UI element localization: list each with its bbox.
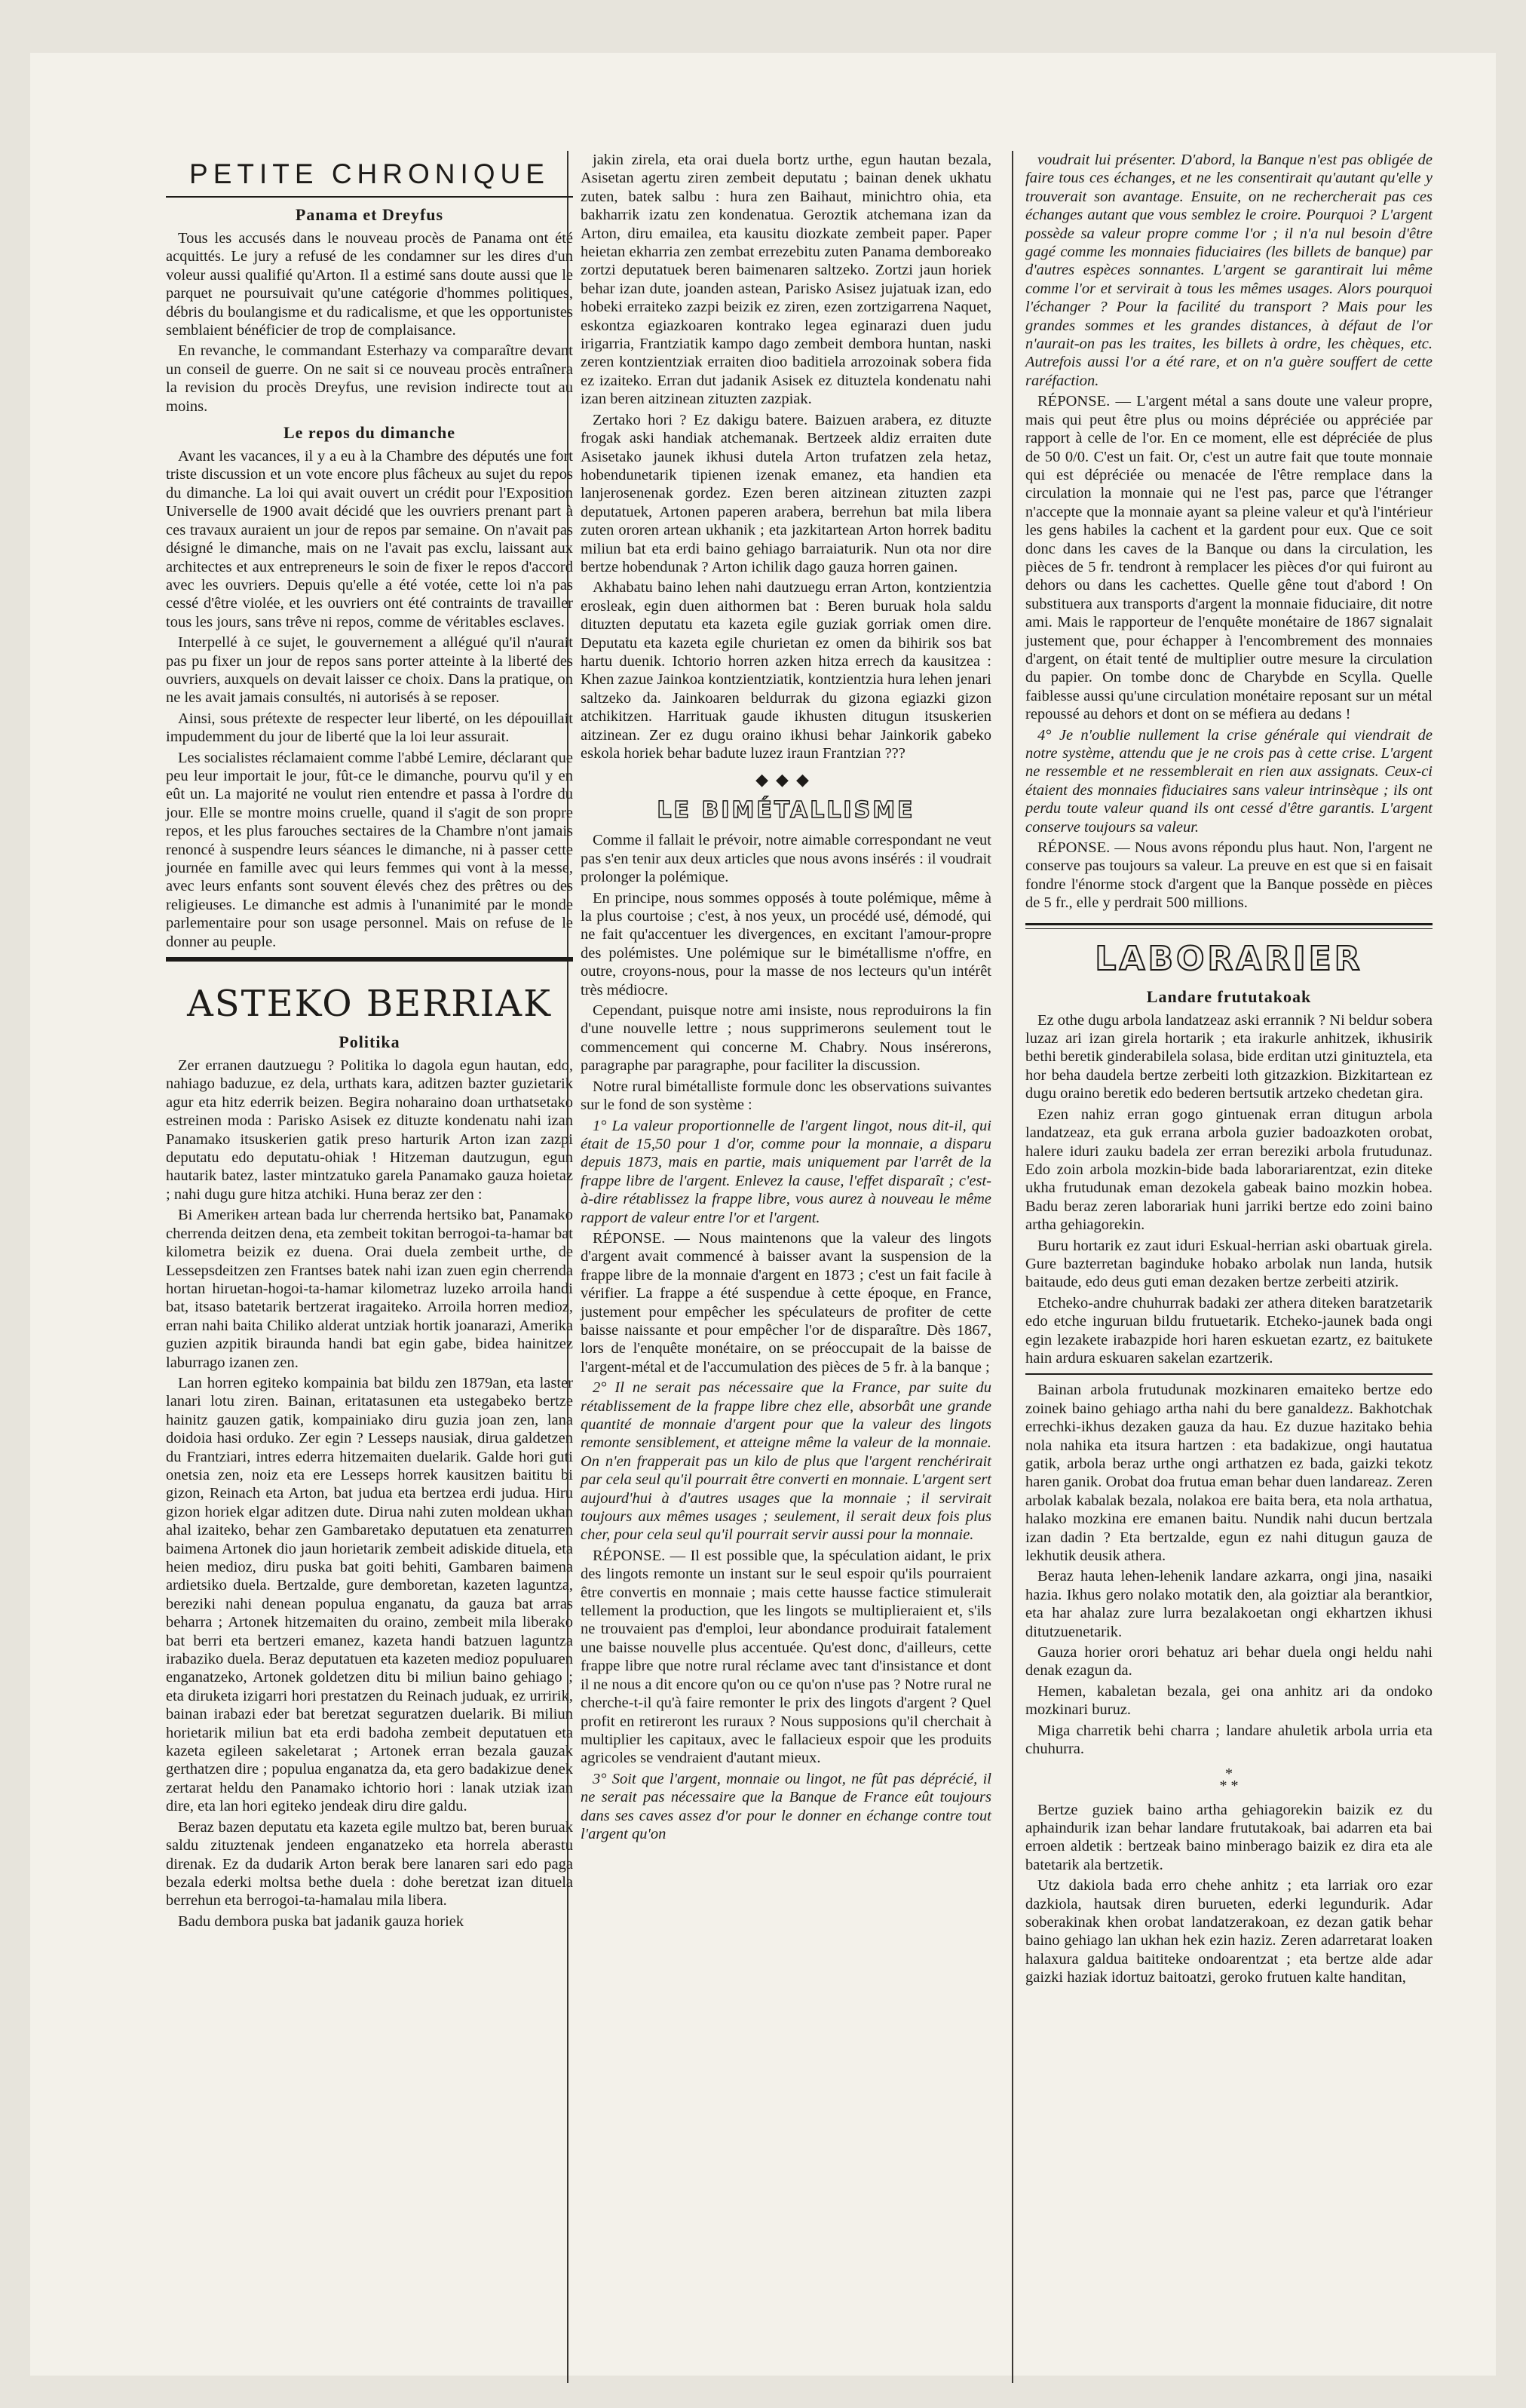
article-paragraph: Gauza horier orori behatuz ari behar duela ongi heldu nahi denak ezagun da. <box>1025 1644 1433 1679</box>
column-left <box>166 151 573 1933</box>
section-title: LABORARIER <box>1095 939 1363 978</box>
article-heading: Le repos du dimanche <box>283 423 455 443</box>
article-paragraph: Comme il fallait le prévoir, notre aimable correspondant ne veut pas s'en tenir aux deux articles que nous avons insérés : il voudrait prolonger la polémique. <box>581 832 991 886</box>
article-paragraph: 4° Je n'oublie nullement la crise générale qui viendrait de notre système, attendu que je ne crois pas à cette crise. L'argent ne ressemble et ne ressemblerait en rien aux assignats. Ceux-ci étaient des monnaies fiduciaires sans valeur intrinsèque ; ils ont perdu toute valeur quand ils ont cessé d'être garantis. L'argent conserve toujours sa valeur. <box>1025 726 1433 836</box>
article-heading: Landare frututakoak <box>1146 986 1312 1006</box>
article-paragraph: RÉPONSE. — Il est possible que, la spéculation aidant, le prix des lingots remonte un instant sur le seul espoir qu'ils pourraient être convertis en monnaie ; mais cette hausse factice stimulerait tellement la production, que les lingots se multiplieraient et, s'ils ne trouvaient pas d'emploi, leur abondance produirait fatalement une baisse nouvelle plus accentuée. Qu'est donc, d'ailleurs, cette frappe libre que notre rural réclame avec tant d'insistance et dont il ne nous a dit encore qu'on ou ce qu'on n'use pas ? Notre rural ne cherche-t-il qu'à faire remonter le prix des lingots d'argent ? Quel profit en retireront les ruraux ? Nous supposions qu'il cherchait à multiplier les capitaux, avec le fallacieux espoir que les produits agricoles se vendraient d'autant mieux. <box>581 1547 991 1767</box>
article-paragraph: Cependant, puisque notre ami insiste, nous reproduirons la fin d'une nouvelle lettre ; nous supprimerons seulement tout le commencement qui concerne M. Chabry. Nous insérerons, paragraphe par paragraphe, pour faciliter la discussion. <box>581 1002 991 1075</box>
article-paragraph: 3° Soit que l'argent, monnaie ou lingot, ne fût pas déprécié, il ne serait pas nécessaire que la Banque de France eût toujours dans ses caves assez d'or pour le donner en échange contre tout l'argent qu'on <box>581 1770 991 1842</box>
article-paragraph: RÉPONSE. — L'argent métal a sans doute une valeur propre, mais qui peut être plus ou moins dépréciée ou appréciée par rapport à celle de l'or. En ce moment, elle est dépréciée de plus de 50 0/0. C'est un fait. Or, c'est un autre fait que toute monnaie qui est dépréciée ou menacée de l'être remplace dans la circulation la monnaie qui ne l'est pas, parce que l'étranger n'accepte que la monnaie ayant sa pleine valeur et qu'à l'intérieur les gens habiles la cachent et la gardent pour eux. Que ce soit donc dans les caves de la Banque ou dans la circulation, les pièces de 5 fr. tendront à remplacer les pièces d'or qui fuiront au dehors ou dans les cachettes. Quelle gêne tout d'abord ! On substituera aux transports d'argent la monnaie fiduciaire, dit notre ami. Mais le rapporteur de l'enquête monétaire de 1867 signalait justement que, pour échapper à l'encombrement des monnaies d'argent, on était tenté de multiplier outre mesure la circulation du papier. On tombe donc de Charybde en Scylla. Quelle faiblesse aussi qu'une circulation monétaire reposant sur un métal repoussé au dehors et dont on se méfiera au dedans ! <box>1025 393 1433 723</box>
article-paragraph: Buru hortarik ez zaut iduri Eskual-herrian aski obartuak girela. Gure bazterretan baginduke hobako arbolak nun landa, hutsik baitaude, edo deus guti eman dezaken bertze zerbeiti atzirik. <box>1025 1237 1433 1291</box>
article-paragraph: Zertako hori ? Ez dakigu batere. Baizuen arabera, ez dituzte frogak aski handiak atchemanak. Bertzeek aldiz erraiten dute Asisetako jaunek ikhusi dutela Arton trufatzen zela hetaz, hobendunetarik tipienen izenak emanez, eta handien eta lanjerosenenak gordez. Ezen beren aitzinean zituzten zazpi deputatuek, Artonen paperen arabera, berrehun bat mila libera zuten ororen artean ukhanik ; eta jazkitartean Arton horrek baditu miliun bat eta erdi baino gehiago barraiaturik. Nun ota nor dire bertze hobendunak ? Arton ichilik dago gauza horren gainen. <box>581 411 991 575</box>
article-paragraph: Avant les vacances, il y a eu à la Chambre des députés une fort triste discussion et un vote encore plus fâcheux au sujet du repos du dimanche. La loi qui avait ouvert un crédit pour l'Exposition Universelle de 1900 avait décidé que les ouvriers prenant part à ces travaux auraient un jour de repos par semaine. On n'avait pas désigné le dimanche, mais on ne l'avait pas exclu, laissant aux architectes et aux entrepreneurs le soin de fixer le repos d'accord avec les ouvriers. Depuis qu'elle a été votée, cette loi n'a pas cessé d'être violée, et les ouvriers ont été contraints de travailler tous les jours, sans trêve ni repos, comme de véritables esclaves. <box>166 448 573 630</box>
article-paragraph: Notre rural bimétalliste formule donc les observations suivantes sur le fond de son système : <box>581 1078 991 1114</box>
article-paragraph: Interpellé à ce sujet, le gouvernement a allégué qu'il n'aurait pas pu fixer un jour de repos sans porter atteinte à la liberté des ouvriers, auxquels on devait laisser ce choix. Dans la pratique, on ne les avait jamais consultés, ni autorisés à se reposer. <box>166 634 573 707</box>
article-paragraph: Beraz bazen deputatu eta kazeta egile multzo bat, beren buruak saldu zituztenak jendeen enganatzeko eta horrela aberastu direnak. Ez da dudarik Arton berak bere lanaren sari edo paga bezala ederki moltsa bethe duela : dohe beretzat izan dituela berrehun eta berrogoi-ta-hamalau mila libera. <box>166 1818 573 1910</box>
article-paragraph: RÉPONSE. — Nous maintenons que la valeur des lingots d'argent avait commencé à baisser avant la suspension de la frappe libre de la monnaie d'argent en 1873 ; c'est un fait facile à vérifier. La frappe a été suspendue à cette époque, en France, justement pour empêcher les spéculateurs de profiter de cette baisse naissante et pour empêcher l'or de disparaître. Dès 1867, lors de l'enquête monétaire, on se préoccupait de la baisse de l'argent-métal et de l'accumulation des pièces de 5 fr. à la banque ; <box>581 1229 991 1376</box>
article-paragraph: En principe, nous sommes opposés à toute polémique, même à la plus courtoise ; c'est, à nos yeux, un procédé usé, démodé, qui ne fait qu'accentuer les divergences, en excitant l'amour-propre des polémistes. Une polémique sur le bimétallisme n'offre, en outre, croyons-nous, pour la masse de nos lecteurs qu'un intérêt très médiocre. <box>581 889 991 998</box>
column-right <box>1025 151 1433 1989</box>
article-heading: Panama et Dreyfus <box>295 205 444 224</box>
article-paragraph: Miga charretik behi charra ; landare ahuletik arbola urria eta chuhurra. <box>1025 1722 1433 1758</box>
column-rule <box>1012 151 1013 2383</box>
article-paragraph: Utz dakiola bada erro chehe anhitz ; eta larriak oro ezar dazkiola, hautsak diren burueten, ederki legundurik. Adar soberakinak khen orobat landatzerakoan, ez dezan gatik behar baino gehiago lan ukhan hek ezin haziz. Zeren adarretarat loaken halaxura galdua baititeke ondoarentzat ; eta bertze alde adar gaizki haziak idortuz baitoatzi, geroko frutuen kalte handitan, <box>1025 1877 1433 1986</box>
article-paragraph: Beraz hauta lehen-lehenik landare azkarra, ongi jina, nasaiki hazia. Ikhus gero nolako motatik den, ala goiztiar ala berantkior, eta har ahalaz zure lurra bezalakoetan ongi ekhartzen ikhusi ditutzuenetarik. <box>1025 1568 1433 1640</box>
article-paragraph: jakin zirela, eta orai duela bortz urthe, egun hautan bezala, Asisetan agertu ziren zembeit deputatu ; bainan denek ukhatu zuten, batek salbu : hura zen Baihaut, minichtro ohia, eta bakharrik izatu zen kondenatua. Geroztik atchemana izan da Arton, diru emailea, eta kausitu diozkate zembeit paper. Paper heietan ekharria zen zembat errezebitu zuten Panama demboreako zortzi deputatuek beren baimenaren saltzeko. Zortzi jaun horiek behar izan dute, joanden astean, Parisko Asisez jujatuak izan, edo hobeki erraiteko zazpi beizik ez ziren, ezen zortzigarrena Naquet, eskontza egiazkoaren kontrako legea eginarazi duen judu irigarria, Frantziatik kampo dago zembeit dembora huntan, naski zeren kontzientziak erraiten dioo baditiela arrozoinak sobera fida ez izaiteko. Erran dut jadanik Asisek ez dituztela kondenatu nahi izan beren aitzinean zituzten zazpiak. <box>581 152 991 408</box>
section-title: ASTEKO BERRIAK <box>187 983 552 1026</box>
article-paragraph: RÉPONSE. — Nous avons répondu plus haut. Non, l'argent ne conserve pas toujours sa valeur. La preuve en est que si en faisait fondre l'énorme stock d'argent que la Banque possède en pièces de 5 fr., elle y perdrait 500 millions. <box>1025 839 1433 912</box>
article-paragraph: Bi Amerikeн artean bada lur cherrenda hertsiko bat, Panamako cherrenda deitzen dena, eta zembeit tokitan berrogoi-ta-hamar bat kilometra beizik ez duena. Orai duela zembeit urthe, de Lessepsdeitzen zen Frantses batek nahi izan zuen egin cherrenda hortan hiruetan-hogoi-ta-hamar kilometraz luzeko arroila handi bat, itsaso batetarik bertzerat iragaiteko. Arroila horren medioz, erran nahi baita Chiliko alderat untziak hortik joanarazi, Amerika guzien azpitik biraunda handi bat egin gabe, bidea hainitzez laburrago izanen zen. <box>166 1207 573 1371</box>
divider <box>166 957 573 962</box>
article-paragraph: Bertze guziek baino artha gehiagorekin baizik ez du aphaindurik izan behar landare frututakoak, bai adarren eta bai erroen aldetik : bertzeak baino minberago baizik ez dira eta ale batetarik ala bertzetik. <box>1025 1801 1433 1873</box>
article-paragraph: 1° La valeur proportionnelle de l'argent lingot, nous dit-il, qui était de 15,50 pour 1 d'or, comme pour la monnaie, a disparu depuis 1873, mais en partie, mais uniquement par l'arrêt de la frappe libre de l'argent. Enlevez la cause, l'effet disparaît ; c'est-à-dire rétablissez la frappe libre, vous aurez à nouveau le même rapport de valeur entre l'or et l'argent. <box>581 1117 991 1226</box>
article-paragraph: Hemen, kabaletan bezala, gei ona anhitz ari da ondoko mozkinari buruz. <box>1025 1683 1433 1719</box>
article-paragraph: voudrait lui présenter. D'abord, la Banque n'est pas obligée de faire tous ces échanges, et ne les consentirait qu'autant qu'elle y trouverait son avantage. Ensuite, on ne rechercherait pas ces échanges autant que vous semblez le croire. Pourquoi ? L'argent possède sa valeur propre comme l'or ; il n'a nul besoin d'être gagé comme les monnaies fiduciaires (les billets de banque) par d'autres espèces sonnantes. L'argent se garantirait lui même comme l'or et servirait à tous les mêmes usages. Alors pourquoi l'échanger ? Pour la facilité du transport ? Mais pour les grandes sommes et les grandes distances, à défaut de l'or n'aurait-on pas les traites, les billets à ordre, les chèques, etc. Autrefois aussi l'or a été rare, et on n'a guère souffert de cette raréfaction. <box>1025 152 1433 389</box>
article-paragraph: Bainan arbola frutudunak mozkinaren emaiteko bertze edo zoinek baino gehiago artha nahi du bere ganaldezz. Bakhotchak errechki-ikhus dezaken gauza da hau. Ez duzue hazitako behia nola nahika eta itsura hartzen : eta badakizue, ongi hautatua gatik, arbola beraz urthe ongi arthatzen ez bada, gaizki tekotz haren ganik. Orobat doa frutua eman behar duen landareaz. Zeren arbolak kabalak bezala, nolakoa ere baita bera, eta nola arthatua, halako mozkina ere emanen baitu. Nundik nahi ducun bertzala izan dadin ? Eta bertzalde, egun ez nahi ditugun gauza de lekhutik deusik athera. <box>1025 1382 1433 1565</box>
divider <box>1025 923 1433 929</box>
ornament: * * * <box>1219 1765 1239 1794</box>
article-paragraph: Lan horren egiteko kompainia bat bildu zen 1879an, eta laster lanari lotu ziren. Bainan, eritatasunen eta ustegabeko bertze hainitz gauzen gatik, kompainiako diru guzia joan zen, lana doidoia hasi orduko. Zer egin ? Lesseps nausiak, dirua galdetzen du Frantziari, intres ederra hitzemaiten duelarik. Galde hori guti onetsia zen, noiz eta ere Lesseps horrek kausitzen baititu bi gizon, Reinach eta Arton, bat judua eta bertzea erdi judua. Hiru gizon horiek elgar aditzen dute. Dirua nahi zuten moldean ukhan ahal izaiteko, behar zen Gambaretako deputatuen eta zenaturren baimena Artonek dio jaun horietarik zembeit adiskide dituela, eta heien medioz, diru puska bat goiti behiti, Gambaren baimena ardietsiko duela. Bertzalde, gure demboretan, kazeten laguntza, bereziki nahi denean populua enganatu, da gauza bat arras beharra ; Artonek hitzemaiten du oraino, zembeit mila liberako bat berri eta bertzeri emanez, kazeta handi batzuen laguntza irabaziko duela. Beraz deputatuen eta kazeten medioz populuaren enganatzeko, Artonek goldetzen ditu bi miliun baino gehiago ; eta diruketa izigarri hori prestatzen du Reinach juduak, ez urririk, bainan irabazi eder bat beretzat seguratzen duelarik. Bi miliun horietarik miliun bat eta erdi badoha zembeit deputatuen eta kazeta egileen sakeletarat ; Artonek erran bezala gauzak gerthatzen dire ; populua enganatza da, eta gero badakizue denek zertarat heldu den Panamako ichtorio hori : lanak utziak izan dire, eta lan hori egiteko jendeak diru dire galdu. <box>166 1374 573 1815</box>
article-paragraph: Akhabatu baino lehen nahi dautzuegu erran Arton, kontzientzia erosleak, egin duen aithormen bat : Beren buruak hola saldu dituzten deputatu eta kazeta egile guziak gorriak omen dire. Deputatu eta kazeta egile churietan ez omen da bihirik sos bat hartu duenik. Ichtorio horren azken hitza errech da kausitzea : Khen zazue Jainkoa kontzientziatik, kontzientzia hura lehen jenari saltzeko da. Jainkoaren beldurrak du gizona egiazki gizon atchikitzen. Harrituak gaude ikhusten ditugun itsuskerien aitzinean. Zer ez dugu oraino ikhusi behar Jainkorik gabeko eskola horiek behar badute luzez iraun Frantzian ??? <box>581 579 991 762</box>
divider <box>166 196 573 198</box>
article-paragraph: Badu dembora puska bat jadanik gauza horiek <box>178 1913 464 1930</box>
ornament: ◆◆◆ <box>755 770 817 790</box>
article-heading: Politika <box>339 1032 400 1052</box>
column-middle <box>581 151 991 1845</box>
section-title: PETITE CHRONIQUE <box>189 158 550 189</box>
article-paragraph: Etcheko-andre chuhurrak badaki zer athera diteken baratzetarik edo etche inguruan bildu frutuetarik. Etcheko-jaunek bada ongi egin lezakete irabazpide hori haren eskuetan ezartz, ez baitukete hain ardura eskuaren sakelan ezartzerik. <box>1025 1294 1433 1367</box>
article-paragraph: Ezen nahiz erran gogo gintuenak erran ditugun arbola landatzeaz, eta guk errana arbola guzier badoazkoten orobat, halere iduri zauku badela zer erran bereziki arbola frutudunaz. Edo zoin arbola mozkin-bide bada laborariarentzat, ezin diteke ukha frutudunak eman dezokela gabeak baino mozkin hobea. Badu beraz zeren laborariak huni jarriki bertze edo zoini baino artha gehiagorekin. <box>1025 1106 1433 1234</box>
article-paragraph: Ainsi, sous prétexte de respecter leur liberté, on les dépouillait impudemment du jour de liberté que la loi leur assurait. <box>166 710 573 746</box>
article-paragraph: Tous les accusés dans le nouveau procès de Panama ont été acquittés. Le jury a refusé de les condamner sur les dires d'un voleur aussi qualifié qu'Arton. Il a estimé sans doute aussi que le parquet ne poursuivait qu'une catégorie d'hommes politiques, débris du boulangisme et du radicalisme, et que les opportunistes semblaient bénéficier de trop de complaisance. <box>166 230 573 339</box>
article-paragraph: Ez othe dugu arbola landatzeaz aski errannik ? Ni beldur sobera luzaz ari izan girela hortarik ; eta irakurle anhitzek, ikhusirik bethi beretik ginderabilela solasa, bide erditan utzi ginituztela, eta hor beha daudela bertze zerbeiti loth gitzazkion. Bizkitartean ez dugu oraino beretik edo bederen bertsutik artzeko chedetan gira. <box>1025 1011 1433 1103</box>
article-paragraph: Les socialistes réclamaient comme l'abbé Lemire, déclarant que peu leur importait le jour, fût-ce le dimanche, pourvu qu'il y en eût un. La majorité ne voulut rien entendre et passa à l'ordre du jour. Elle se montre moins cruelle, quand il s'agit de son propre repos, et les plus farouches sectaires de la Chambre n'ont jamais renoncé à suspendre leurs séances le dimanche, ni à passer cette journée en famille avec qui leurs femmes qui vont à la messe, avec leurs enfants sont souvent élevés chez des prêtres ou des religieuses. Le dimanche est admis à l'unanimité par le monde parlementaire pour son usage personnel. Mais on refuse de le donner au peuple. <box>166 749 573 950</box>
newspaper-page <box>30 53 1496 2376</box>
section-title: LE BIMÉTALLISME <box>657 797 915 824</box>
article-paragraph: Zer erranen dautzuegu ? Politika lo dagola egun hautan, edo, nahiago baduzue, ez dela, urthats kara, aditzen bazter guzietarik agur eta hitz ederrik beizen. Begira noharaino doan urthatsetako estreinen moda : Parisko Asisek ez dituzte kondenatu nahi izan Panamako itsuskerien gatik preso harturik Arton izan zazpi deputatu edo deputatu-ohiak ! Hitzeman dautzugun, egun hautarik batez, laster mintzatuko garela Panamako gauza hoietaz ; nahi dugu gure hitza atchiki. Huna beraz zer den : <box>166 1057 573 1203</box>
article-paragraph: 2° Il ne serait pas nécessaire que la France, par suite du rétablissement de la frappe libre chez elle, absorbât une grande quantité de monnaie d'argent pour que la valeur des lingots remonte sensiblement, et atteigne même la valeur de la monnaie. On n'en frapperait pas un kilo de plus que l'argent renchérirait par cela seul qu'il pourrait être converti en monnaie. L'argent sert aujourd'hui à d'autres usages que la monnaie ; il servirait toujours aux mêmes usages ; seulement, il serait deux fois plus cher, pour cela seul qu'il pourrait servir aussi pour la monnaie. <box>581 1379 991 1544</box>
divider <box>1025 1373 1433 1375</box>
article-paragraph: En revanche, le commandant Esterhazy va comparaître devant un conseil de guerre. On ne sait si ce nouveau procès entraînera la revision du procès Dreyfus, une revision indirecte tout au moins. <box>166 342 573 415</box>
